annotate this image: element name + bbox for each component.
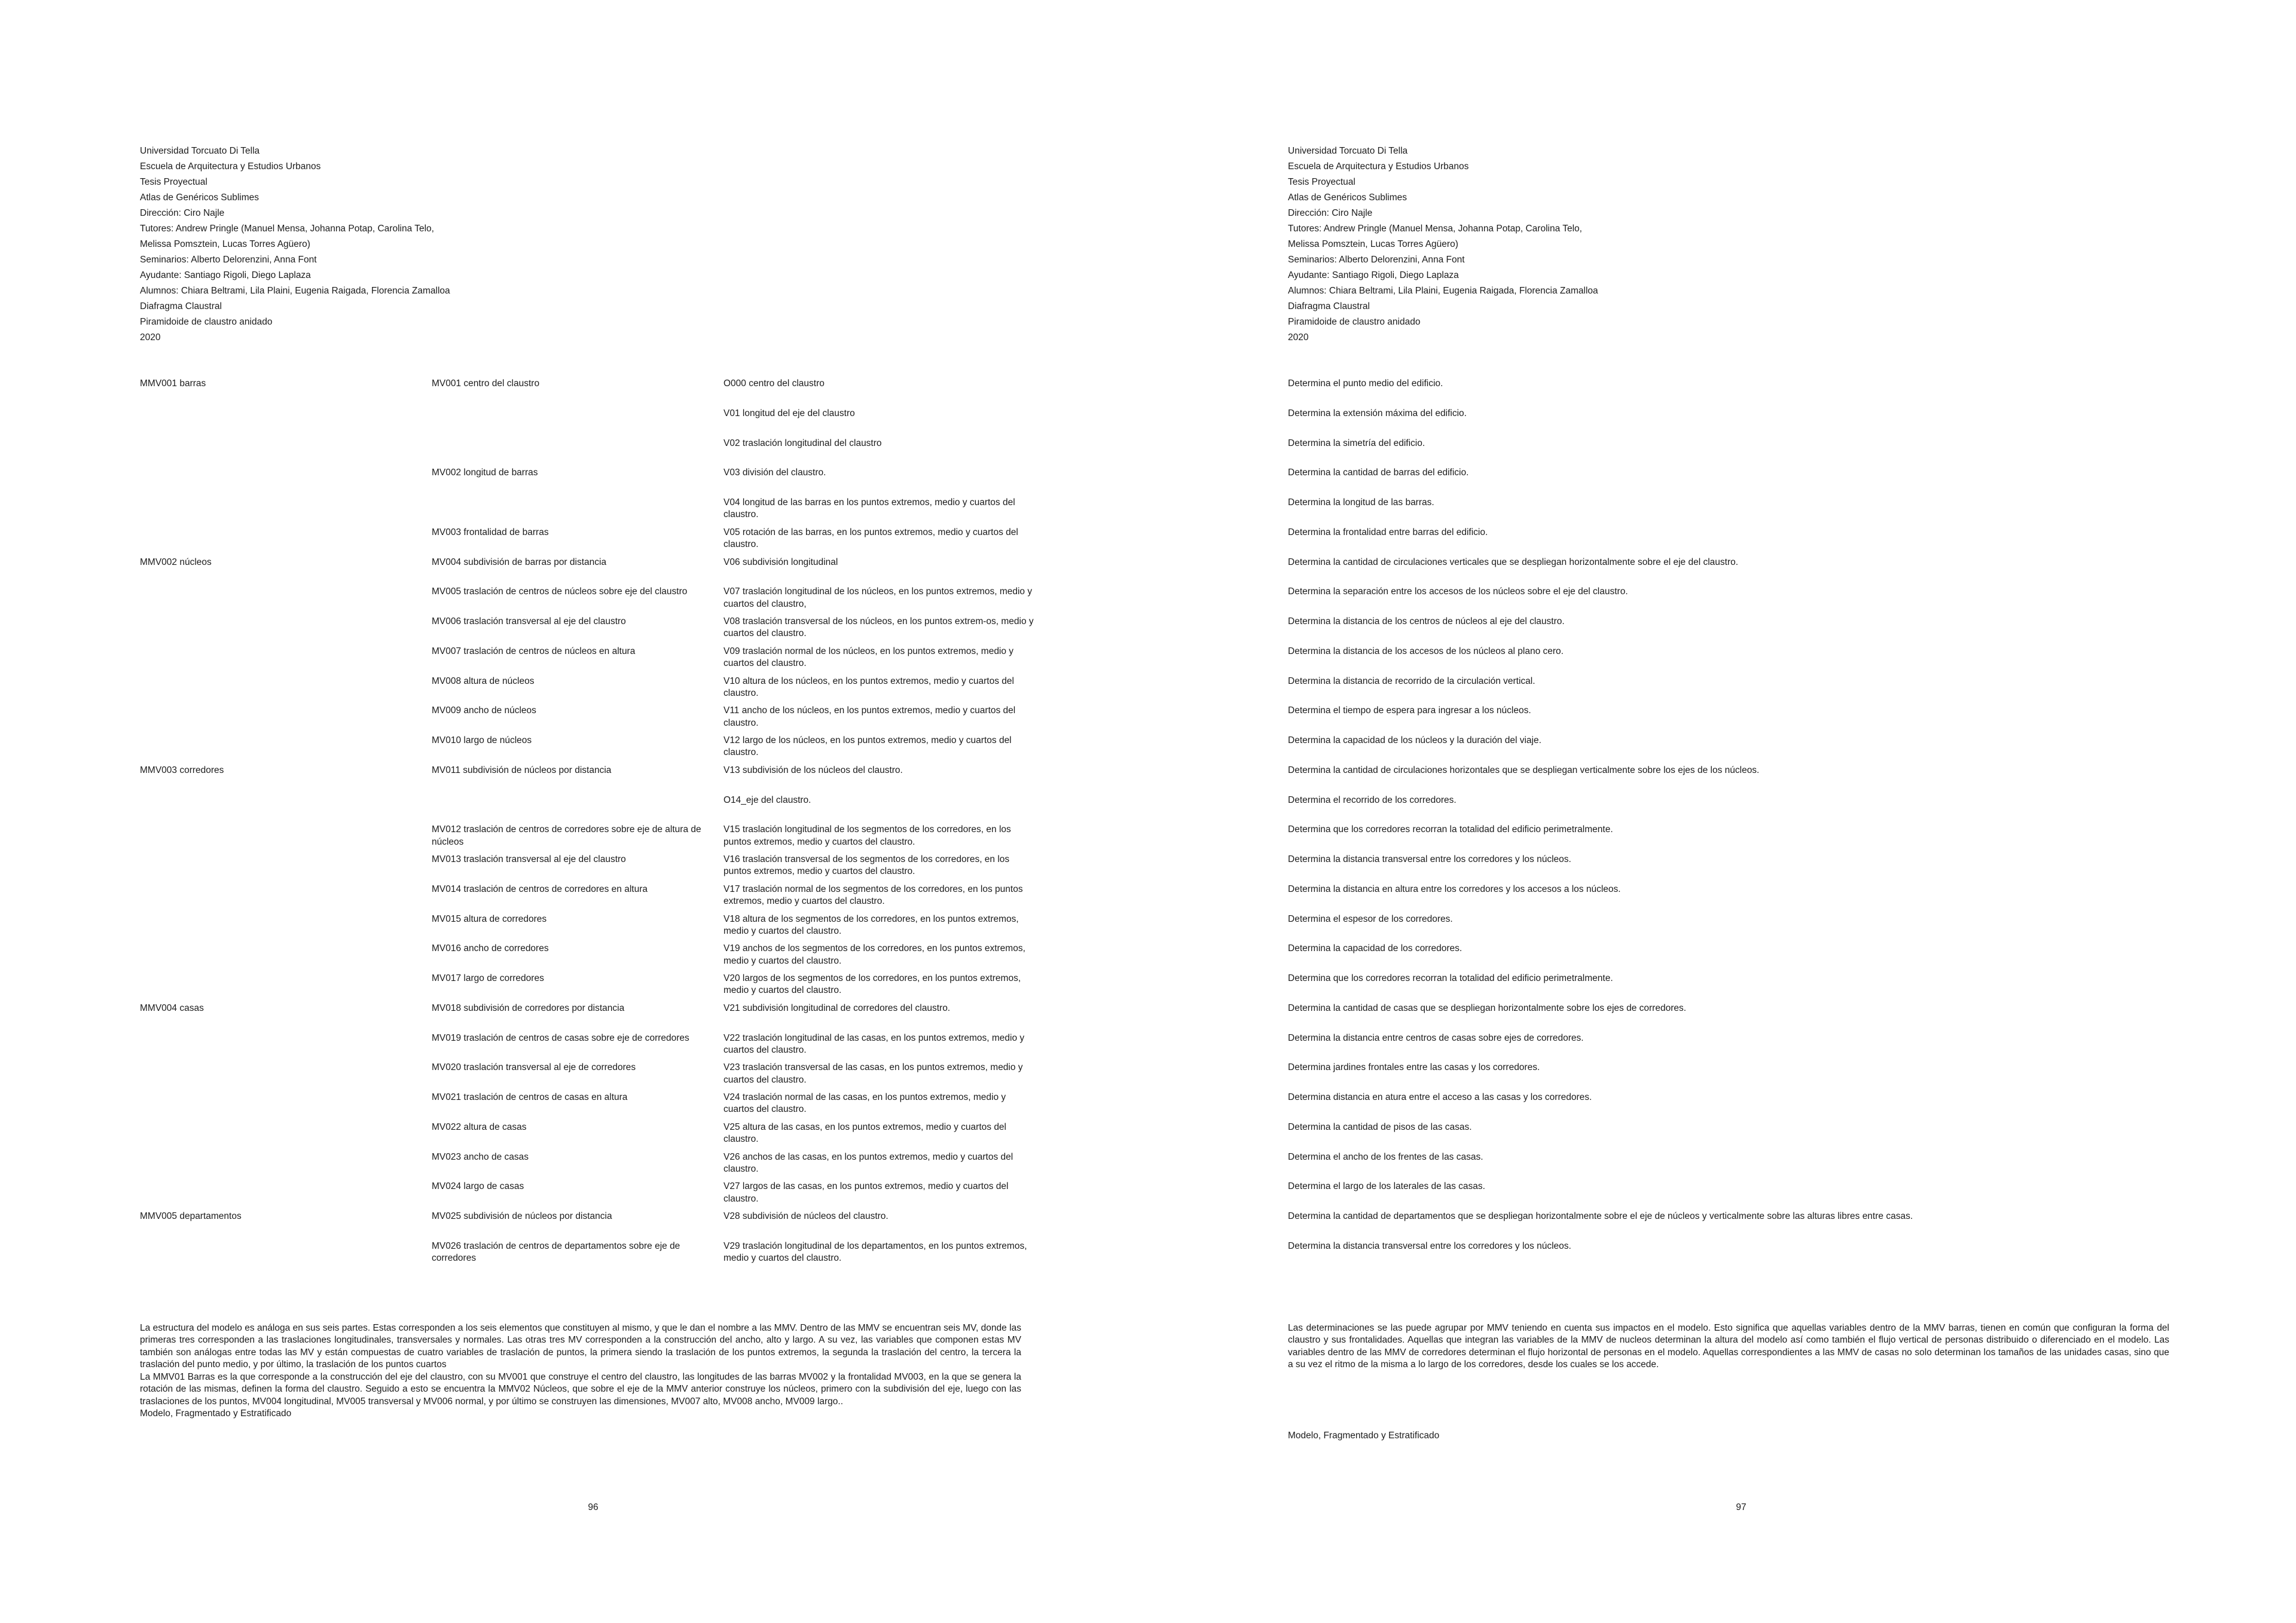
variable-label: V02 traslación longitudinal del claustro bbox=[723, 438, 882, 448]
header-line: Universidad Torcuato Di Tella bbox=[1288, 146, 1408, 156]
variable-label: V29 traslación longitudinal de los departamentos, en los puntos extremos, medio y cuartos del claustro. bbox=[723, 1240, 1027, 1264]
header-line: Atlas de Genéricos Sublimes bbox=[140, 192, 259, 203]
determinations-paragraph bbox=[1288, 1322, 2169, 1371]
determination-label: Determina el ancho de los frentes de las casas. bbox=[1288, 1151, 1483, 1162]
determination-label: Determina la cantidad de circulaciones horizontales que se despliegan verticalmente sobre los ejes de los núcleos. bbox=[1288, 765, 1760, 775]
variable-label: V22 traslación longitudinal de las casas, en los puntos extremos, medio y cuartos del claustro. bbox=[723, 1032, 1025, 1055]
header-line: Diafragma Claustral bbox=[140, 301, 222, 312]
mv-label: MV008 altura de núcleos bbox=[432, 676, 535, 686]
mv-label: MV010 largo de núcleos bbox=[432, 735, 532, 745]
page-number: 97 bbox=[1736, 1502, 1747, 1512]
header-line: 2020 bbox=[1288, 332, 1309, 343]
header-line: 2020 bbox=[140, 332, 161, 343]
determination-label: Determina la distancia en altura entre los corredores y los accesos a los núcleos. bbox=[1288, 884, 1621, 894]
header-line: Atlas de Genéricos Sublimes bbox=[1288, 192, 1407, 203]
variable-label: V11 ancho de los núcleos, en los puntos extremos, medio y cuartos del claustro. bbox=[723, 705, 1016, 728]
mv-label: MV013 traslación transversal al eje del claustro bbox=[432, 854, 626, 864]
determination-label: Determina la capacidad de los núcleos y la duración del viaje. bbox=[1288, 735, 1541, 745]
determination-label: Determina el espesor de los corredores. bbox=[1288, 913, 1453, 924]
variable-label: V24 traslación normal de las casas, en los puntos extremos, medio y cuartos del claustro. bbox=[723, 1092, 1006, 1115]
mv-label: MV024 largo de casas bbox=[432, 1181, 524, 1192]
right-page bbox=[1148, 0, 2296, 1623]
variable-label: V19 anchos de los segmentos de los corredores, en los puntos extremos, medio y cuartos del claustro. bbox=[723, 943, 1025, 966]
variable-label: V01 longitud del eje del claustro bbox=[723, 408, 855, 418]
variable-label: V28 subdivisión de núcleos del claustro. bbox=[723, 1211, 889, 1221]
header-line: Alumnos: Chiara Beltrami, Lila Plaini, Eugenia Raigada, Florencia Zamalloa bbox=[140, 286, 450, 297]
header-line: Dirección: Ciro Najle bbox=[140, 208, 225, 219]
determination-label: Determina la distancia entre centros de casas sobre ejes de corredores. bbox=[1288, 1032, 1584, 1043]
determination-label: Determina el tiempo de espera para ingresar a los núcleos. bbox=[1288, 705, 1531, 716]
determination-label: Determina el recorrido de los corredores. bbox=[1288, 794, 1457, 805]
determination-label: Determina distancia en atura entre el acceso a las casas y los corredores. bbox=[1288, 1092, 1592, 1102]
determination-label: Determina la distancia transversal entre los corredores y los núcleos. bbox=[1288, 854, 1571, 864]
variable-label: V09 traslación normal de los núcleos, en los puntos extremos, medio y cuartos del claustro. bbox=[723, 646, 1014, 669]
mmv-label: MMV004 casas bbox=[140, 1002, 204, 1013]
mv-label: MV016 ancho de corredores bbox=[432, 943, 549, 954]
header-line: Dirección: Ciro Najle bbox=[1288, 208, 1373, 219]
mv-label: MV009 ancho de núcleos bbox=[432, 705, 536, 716]
variable-label: V26 anchos de las casas, en los puntos extremos, medio y cuartos del claustro. bbox=[723, 1151, 1013, 1174]
variable-label: V25 altura de las casas, en los puntos extremos, medio y cuartos del claustro. bbox=[723, 1121, 1006, 1145]
variable-label: V13 subdivisión de los núcleos del claustro. bbox=[723, 765, 903, 775]
footer-label: Modelo, Fragmentado y Estratificado bbox=[1288, 1431, 1440, 1441]
header-line: Ayudante: Santiago Rigoli, Diego Laplaza bbox=[140, 270, 311, 281]
page-number: 96 bbox=[588, 1502, 599, 1512]
mv-label: MV004 subdivisión de barras por distancia bbox=[432, 557, 607, 567]
variable-label: V23 traslación transversal de las casas, en los puntos extremos, medio y cuartos del claustro. bbox=[723, 1062, 1023, 1085]
header-line: Piramidoide de claustro anidado bbox=[140, 317, 273, 328]
mv-label: MV002 longitud de barras bbox=[432, 467, 538, 478]
variable-label: V08 traslación transversal de los núcleos, en los puntos extrem-os, medio y cuartos del claustro. bbox=[723, 616, 1034, 639]
determination-label: Determina la cantidad de circulaciones verticales que se despliegan horizontalmente sobre el eje del claustro. bbox=[1288, 557, 1739, 567]
paragraph-line: La MMV01 Barras es la que corresponde a la construcción del eje del claustro, con su MV001 que construye el centro del claustro, las longitudes de las barras MV002 y la frontalidad MV003, en la que se genera la rotación de las mismas, definen la forma del claustro. Seguido a esto se encuentra la MMV02 Núcleos, que sobre el eje de la MMV anterior construye los núcleos, primero con la subdivisión del eje, luego con las traslaciones de los puntos, MV004 longitudinal, MV005 transversal y MV006 normal, y por último se construyen las dimensiones, MV007 alto, MV008 ancho, MV009 largo.. bbox=[140, 1371, 1021, 1407]
mv-label: MV007 traslación de centros de núcleos en altura bbox=[432, 646, 636, 656]
determination-label: Determina la capacidad de los corredores. bbox=[1288, 943, 1463, 954]
header-line: Universidad Torcuato Di Tella bbox=[140, 146, 260, 156]
determination-label: Determina jardines frontales entre las casas y los corredores. bbox=[1288, 1062, 1540, 1073]
mv-label: MV006 traslación transversal al eje del claustro bbox=[432, 616, 626, 626]
header-line: Escuela de Arquitectura y Estudios Urbanos bbox=[1288, 161, 1469, 172]
mv-label: MV001 centro del claustro bbox=[432, 378, 540, 389]
paragraph-line: La estructura del modelo es análoga en sus seis partes. Estas corresponden a los seis elementos que constituyen al mismo, y que le dan el nombre a las MMV. Dentro de las MMV se encuentran seis MV, donde las primeras tres corresponden a las traslaciones longitudinales, transversales y normales. Las otras tres MV corresponden a la construcción del ancho, alto y largo. A su vez, las variables que componen estas MV también son análogas entre todas las MV y están compuestas de cuatro variables de traslación de puntos, la primera siendo la traslación de los puntos extremos, la segunda la traslación del centro, la tercera la traslación del punto medio, y por último, la traslación de los puntos cuartos bbox=[140, 1323, 1021, 1370]
mv-label: MV020 traslación transversal al eje de corredores bbox=[432, 1062, 636, 1073]
variable-label: V27 largos de las casas, en los puntos extremos, medio y cuartos del claustro. bbox=[723, 1181, 1009, 1204]
determination-label: Determina la distancia de los accesos de los núcleos al plano cero. bbox=[1288, 646, 1564, 656]
header-line: Tutores: Andrew Pringle (Manuel Mensa, Johanna Potap, Carolina Telo, bbox=[140, 224, 434, 234]
mv-label: MV003 frontalidad de barras bbox=[432, 527, 549, 537]
mv-label: MV011 subdivisión de núcleos por distancia bbox=[432, 765, 612, 775]
header-line: Piramidoide de claustro anidado bbox=[1288, 317, 1421, 328]
variable-label: V10 altura de los núcleos, en los puntos extremos, medio y cuartos del claustro. bbox=[723, 676, 1014, 698]
header-line: Tesis Proyectual bbox=[140, 177, 207, 188]
determination-label: Determina la cantidad de departamentos que se despliegan horizontalmente sobre el eje de núcleos y verticalmente sobre las alturas libres entre casas. bbox=[1288, 1211, 1913, 1221]
header-line: Seminarios: Alberto Delorenzini, Anna Font bbox=[1288, 255, 1465, 265]
paragraph-text: Las determinaciones se las puede agrupar por MMV teniendo en cuenta sus impactos en el modelo. Esto significa que aquellas variables dentro de la MMV barras, tienen en común que configuran la forma del claustro y sus frontalidades. Aquellas que integran las variables de la MMV de nucleos determinan la altura del modelo así como también el flujo vertical de personas distribuido o diferenciado en el modelo. Las variables dentro de las MMV de corredores determinan el flujo horizontal de personas en el modelo. Aquellas correspondientes a las MMV de casas no solo determinan los tamaños de las unidades casas, sino que a su vez el ritmo de la misma a lo largo de los corredores, desde los cuales se los accede. bbox=[1288, 1323, 2169, 1370]
mv-label: MV005 traslación de centros de núcleos sobre eje del claustro bbox=[432, 586, 688, 597]
mv-label: MV017 largo de corredores bbox=[432, 973, 544, 983]
determination-label: Determina la distancia de recorrido de la circulación vertical. bbox=[1288, 676, 1535, 686]
variable-label: V04 longitud de las barras en los puntos extremos, medio y cuartos del claustro. bbox=[723, 497, 1015, 520]
variable-label: V16 traslación transversal de los segmentos de los corredores, en los puntos extremos, medio y cuartos del claustro. bbox=[723, 854, 1010, 877]
determination-label: Determina la distancia de los centros de núcleos al eje del claustro. bbox=[1288, 616, 1565, 626]
variable-label: V12 largo de los núcleos, en los puntos extremos, medio y cuartos del claustro. bbox=[723, 735, 1012, 758]
determination-label: Determina la separación entre los accesos de los núcleos sobre el eje del claustro. bbox=[1288, 586, 1628, 597]
determination-label: Determina la longitud de las barras. bbox=[1288, 497, 1434, 508]
mv-label: MV022 altura de casas bbox=[432, 1121, 527, 1132]
determination-label: Determina la simetría del edificio. bbox=[1288, 438, 1425, 448]
colophon-header bbox=[140, 143, 678, 346]
variable-label: V03 división del claustro. bbox=[723, 467, 826, 478]
variable-label: V17 traslación normal de los segmentos de los corredores, en los puntos extremos, medio y cuartos del claustro. bbox=[723, 884, 1023, 907]
variable-label: V21 subdivisión longitudinal de corredores del claustro. bbox=[723, 1002, 951, 1013]
determination-label: Determina el largo de los laterales de las casas. bbox=[1288, 1181, 1485, 1192]
determination-label: Determina la cantidad de barras del edificio. bbox=[1288, 467, 1469, 478]
variable-label: V07 traslación longitudinal de los núcleos, en los puntos extremos, medio y cuartos del claustro, bbox=[723, 586, 1033, 609]
mv-label: MV025 subdivisión de núcleos por distancia bbox=[432, 1211, 612, 1221]
header-line: Alumnos: Chiara Beltrami, Lila Plaini, Eugenia Raigada, Florencia Zamalloa bbox=[1288, 286, 1598, 297]
determination-label: Determina la distancia transversal entre los corredores y los núcleos. bbox=[1288, 1240, 1571, 1251]
mmv-label: MMV001 barras bbox=[140, 378, 206, 389]
variable-label: O000 centro del claustro bbox=[723, 378, 825, 389]
determination-label: Determina que los corredores recorran la totalidad del edificio perimetralmente. bbox=[1288, 824, 1613, 835]
variable-label: V05 rotación de las barras, en los puntos extremos, medio y cuartos del claustro. bbox=[723, 527, 1018, 550]
determination-label: Determina que los corredores recorran la totalidad del edificio perimetralmente. bbox=[1288, 973, 1613, 983]
mv-label: MV023 ancho de casas bbox=[432, 1151, 529, 1162]
header-line: Diafragma Claustral bbox=[1288, 301, 1370, 312]
header-line: Melissa Pomsztein, Lucas Torres Agüero) bbox=[140, 239, 310, 250]
determination-label: Determina la extensión máxima del edificio. bbox=[1288, 408, 1467, 418]
variable-label: V18 altura de los segmentos de los corredores, en los puntos extremos, medio y cuartos del claustro. bbox=[723, 913, 1019, 936]
determination-label: Determina el punto medio del edificio. bbox=[1288, 378, 1443, 389]
mv-label: MV015 altura de corredores bbox=[432, 913, 547, 924]
header-line: Tesis Proyectual bbox=[1288, 177, 1355, 188]
header-line: Seminarios: Alberto Delorenzini, Anna Font bbox=[140, 255, 317, 265]
colophon-header bbox=[1288, 143, 1826, 346]
determination-label: Determina la cantidad de casas que se despliegan horizontalmente sobre los ejes de corredores. bbox=[1288, 1002, 1687, 1013]
header-line: Tutores: Andrew Pringle (Manuel Mensa, Johanna Potap, Carolina Telo, bbox=[1288, 224, 1582, 234]
structure-paragraph bbox=[140, 1322, 1021, 1420]
mmv-label: MMV003 corredores bbox=[140, 765, 224, 775]
determination-label: Determina la frontalidad entre barras del edificio. bbox=[1288, 527, 1488, 537]
mv-label: MV026 traslación de centros de departamentos sobre eje de corredores bbox=[432, 1240, 680, 1264]
mv-label: MV019 traslación de centros de casas sobre eje de corredores bbox=[432, 1032, 689, 1043]
mv-label: MV014 traslación de centros de corredores en altura bbox=[432, 884, 648, 894]
header-line: Melissa Pomsztein, Lucas Torres Agüero) bbox=[1288, 239, 1458, 250]
variable-label: V06 subdivisión longitudinal bbox=[723, 557, 838, 567]
footer-label: Modelo, Fragmentado y Estratificado bbox=[140, 1408, 292, 1419]
mmv-label: MMV002 núcleos bbox=[140, 557, 212, 567]
header-line: Escuela de Arquitectura y Estudios Urbanos bbox=[140, 161, 321, 172]
mv-label: MV012 traslación de centros de corredores sobre eje de altura de núcleos bbox=[432, 824, 701, 847]
variable-label: V20 largos de los segmentos de los corredores, en los puntos extremos, medio y cuartos del claustro. bbox=[723, 973, 1021, 996]
mmv-label: MMV005 departamentos bbox=[140, 1211, 242, 1221]
mv-label: MV021 traslación de centros de casas en altura bbox=[432, 1092, 628, 1102]
mv-label: MV018 subdivisión de corredores por distancia bbox=[432, 1002, 625, 1013]
header-line: Ayudante: Santiago Rigoli, Diego Laplaza bbox=[1288, 270, 1459, 281]
variable-label: O14_eje del claustro. bbox=[723, 794, 811, 805]
determination-label: Determina la cantidad de pisos de las casas. bbox=[1288, 1121, 1472, 1132]
variable-label: V15 traslación longitudinal de los segmentos de los corredores, en los puntos extremos, medio y cuartos del claustro. bbox=[723, 824, 1011, 847]
